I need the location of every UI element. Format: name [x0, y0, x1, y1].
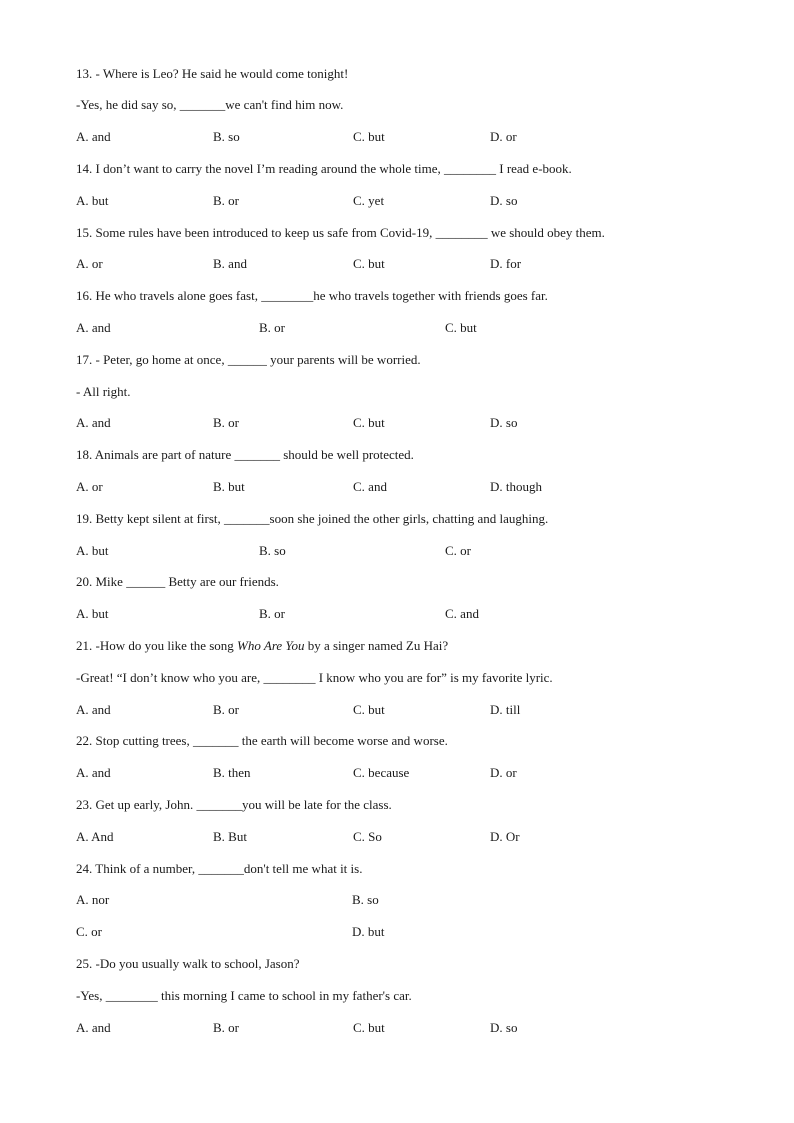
question-number: 16. — [76, 288, 93, 303]
question-number: 17. — [76, 352, 93, 367]
question-13-option-b[interactable]: B. so — [213, 129, 240, 144]
question-14-option-d[interactable]: D. so — [490, 193, 518, 208]
question-number: 25. — [76, 956, 93, 971]
question-19-stem — [76, 511, 548, 527]
question-15-option-b[interactable]: B. and — [213, 256, 247, 271]
question-number: 15. — [76, 225, 93, 240]
question-15-stem — [76, 225, 605, 241]
question-23-option-a[interactable]: A. And — [76, 829, 114, 844]
question-text: Animals are part of nature _______ should be well protected. — [94, 447, 414, 462]
question-22-option-c[interactable]: C. because — [353, 765, 410, 780]
question-21-option-a[interactable]: A. and — [76, 702, 111, 717]
question-25-option-c[interactable]: C. but — [353, 1020, 385, 1035]
question-number: 20. — [76, 574, 93, 589]
question-number: 22. — [76, 733, 93, 748]
question-21-reply: -Great! “I don’t know who you are, ________ I know who you are for” is my favorite lyric. — [76, 670, 553, 685]
question-text: Stop cutting trees, _______ the earth will become worse and worse. — [95, 733, 448, 748]
question-21-stem — [76, 638, 448, 654]
question-24-option-b[interactable]: B. so — [352, 892, 379, 907]
question-23-option-b[interactable]: B. But — [213, 829, 247, 844]
question-text: I don’t want to carry the novel I’m reading around the whole time, ________ I read e-book. — [95, 161, 572, 176]
question-14-stem — [76, 161, 572, 177]
question-text: Get up early, John. _______you will be late for the class. — [95, 797, 392, 812]
question-25-stem — [76, 956, 300, 972]
question-25-option-b[interactable]: B. or — [213, 1020, 239, 1035]
question-17-option-b[interactable]: B. or — [213, 415, 239, 430]
question-13-option-a[interactable]: A. and — [76, 129, 111, 144]
question-22-option-a[interactable]: A. and — [76, 765, 111, 780]
question-20-option-a[interactable]: A. but — [76, 606, 109, 621]
question-18-option-a[interactable]: A. or — [76, 479, 103, 494]
question-25-reply: -Yes, ________ this morning I came to school in my father's car. — [76, 988, 412, 1003]
question-24-option-d[interactable]: D. but — [352, 924, 385, 939]
question-25-option-a[interactable]: A. and — [76, 1020, 111, 1035]
question-17-option-a[interactable]: A. and — [76, 415, 111, 430]
question-number: 13. — [76, 66, 93, 81]
question-22-option-d[interactable]: D. or — [490, 765, 517, 780]
question-number: 18. — [76, 447, 93, 462]
question-15-option-c[interactable]: C. but — [353, 256, 385, 271]
question-16-option-c[interactable]: C. but — [445, 320, 477, 335]
question-13-option-d[interactable]: D. or — [490, 129, 517, 144]
question-text: - Where is Leo? He said he would come tonight! — [95, 66, 349, 81]
question-24-option-c[interactable]: C. or — [76, 924, 102, 939]
question-13-reply: -Yes, he did say so, _______we can't find him now. — [76, 97, 344, 112]
question-19-option-c[interactable]: C. or — [445, 543, 471, 558]
question-18-stem — [76, 447, 414, 463]
question-17-stem — [76, 352, 421, 368]
question-17-option-c[interactable]: C. but — [353, 415, 385, 430]
question-text: -Do you usually walk to school, Jason? — [95, 956, 300, 971]
question-18-option-d[interactable]: D. though — [490, 479, 542, 494]
question-16-option-b[interactable]: B. or — [259, 320, 285, 335]
question-17-reply: - All right. — [76, 384, 131, 399]
question-24-option-a[interactable]: A. nor — [76, 892, 110, 907]
question-21-option-b[interactable]: B. or — [213, 702, 239, 717]
question-14-option-c[interactable]: C. yet — [353, 193, 385, 208]
question-text: Betty kept silent at first, _______soon she joined the other girls, chatting and laughing. — [95, 511, 549, 526]
question-17-option-d[interactable]: D. so — [490, 415, 518, 430]
question-25-option-d[interactable]: D. so — [490, 1020, 518, 1035]
song-title: Who Are You — [237, 638, 305, 653]
question-15-option-d[interactable]: D. for — [490, 256, 522, 271]
question-number: 24. — [76, 861, 93, 876]
question-23-option-c[interactable]: C. So — [353, 829, 382, 844]
question-21-option-d[interactable]: D. till — [490, 702, 521, 717]
question-text: He who travels alone goes fast, ________he who travels together with friends goes far. — [95, 288, 548, 303]
question-22-stem — [76, 733, 448, 749]
question-text: Mike ______ Betty are our friends. — [95, 574, 279, 589]
question-19-option-a[interactable]: A. but — [76, 543, 109, 558]
question-23-option-d[interactable]: D. Or — [490, 829, 520, 844]
question-20-option-c[interactable]: C. and — [445, 606, 479, 621]
question-number: 23. — [76, 797, 93, 812]
question-15-option-a[interactable]: A. or — [76, 256, 103, 271]
question-18-option-b[interactable]: B. but — [213, 479, 245, 494]
question-number: 21. — [76, 638, 93, 653]
question-22-option-b[interactable]: B. then — [213, 765, 251, 780]
question-text: Some rules have been introduced to keep us safe from Covid-19, ________ we should obey them. — [95, 225, 605, 240]
question-21-option-c[interactable]: C. but — [353, 702, 385, 717]
question-16-stem — [76, 288, 548, 304]
question-20-stem — [76, 574, 279, 590]
question-24-stem — [76, 861, 362, 877]
question-13-option-c[interactable]: C. but — [353, 129, 385, 144]
question-18-option-c[interactable]: C. and — [353, 479, 387, 494]
question-text: Think of a number, _______don't tell me what it is. — [95, 861, 363, 876]
question-text-prefix: -How do you like the song — [95, 638, 238, 653]
question-number: 14. — [76, 161, 93, 176]
question-13-stem — [76, 66, 348, 82]
question-16-option-a[interactable]: A. and — [76, 320, 111, 335]
question-text: - Peter, go home at once, ______ your parents will be worried. — [95, 352, 421, 367]
question-text-suffix: by a singer named Zu Hai? — [304, 638, 449, 653]
question-23-stem — [76, 797, 392, 813]
question-14-option-a[interactable]: A. but — [76, 193, 109, 208]
question-number: 19. — [76, 511, 93, 526]
question-19-option-b[interactable]: B. so — [259, 543, 286, 558]
question-20-option-b[interactable]: B. or — [259, 606, 285, 621]
question-14-option-b[interactable]: B. or — [213, 193, 239, 208]
